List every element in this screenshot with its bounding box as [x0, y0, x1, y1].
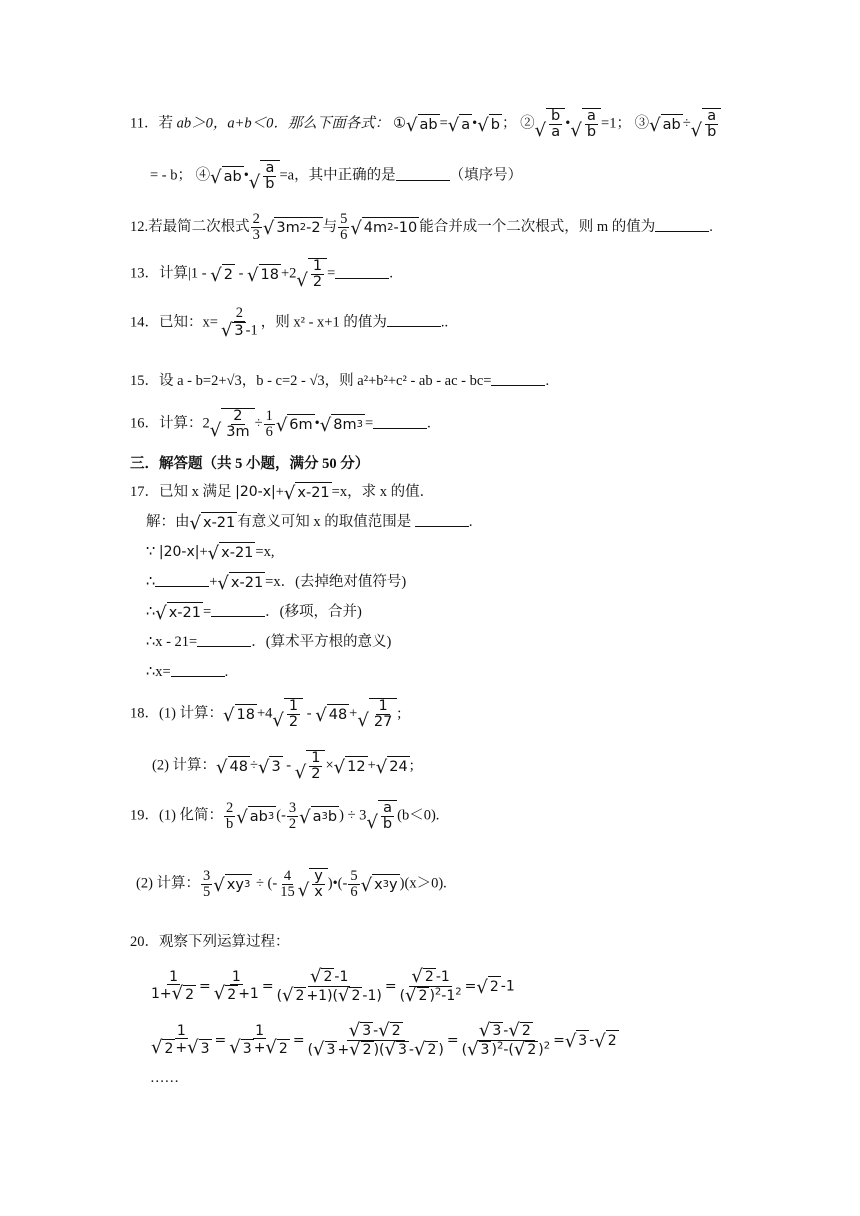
- answer-blank[interactable]: [197, 632, 251, 647]
- question-20-example-1: 1 1+ √ 2 = 1 √ 2 +1 = √ 2 -1 ( √ 2 +1)( √ 2 -1) = √ 2 -1 ( √ 2 )$^2-1^2$ = √ 2 -1: [151, 966, 515, 1006]
- question-11-line1: 11．若 ab＞0，a+b＜0．那么下面各式： ① √ ab = √ a • √ b ； ② √ $\frac{b}{a}$ • √ $\frac{a}{b}$ =1； ③ √ ab ÷ √ $\frac{a}{b}$: [130, 108, 721, 140]
- ellipsis: ……: [150, 1070, 179, 1086]
- answer-blank[interactable]: [396, 166, 450, 181]
- question-20-example-2: 1 √ 2 + √ 3 = 1 √ 3 + √ 2 = √ 3 - √ 2 ( √ 3 + √ 2 )( √ 3 - √ 2 ) = √ 3 - √ 2 ( √ 3 )$^2$-( √ 2 )$^2$ = √ 3 - √ 2: [151, 1020, 617, 1060]
- question-17-solution-6: ∴x= .: [146, 664, 229, 680]
- question-18-part1: 18．(1) 计算： √ 18 +4 √ $\frac{1}{2}$ - √ 48 + √ $\frac{1}{27}$ ;: [130, 698, 402, 732]
- answer-blank[interactable]: [415, 512, 469, 527]
- answer-blank[interactable]: [373, 414, 427, 429]
- answer-blank[interactable]: [655, 217, 709, 232]
- question-11-line2: = - b； ④ √ ab • √ $\frac{a}{b}$ =a，其中正确的是 （填序号）: [150, 160, 523, 194]
- question-19-part2: (2) 计算： $\frac{3}{5}$ √ xy 3 ÷ (- $\frac{4}{15}$ √ $\frac{y}{x}$ )•(- $\frac{5}{6}$ √ x 3 y )(x＞0).: [136, 867, 447, 902]
- answer-blank[interactable]: [491, 371, 545, 386]
- question-17-solution-5: ∴x - 21= ．(算术平方根的意义): [146, 634, 392, 650]
- question-15: 15．设 a - b=2+√3，b - c=2 - √3，则 a²+b²+c² - ab - ac - bc= .: [130, 373, 550, 389]
- question-12: 12.若最简二次根式 $\frac{2}{3}$ √ 3m 2 -2 与 $\frac{5}{6}$ √ 4m 2 -10 能合并成一个二次根式，则 m 的值为 .: [130, 211, 713, 244]
- question-20-title: 20．观察下列运算过程：: [130, 934, 290, 950]
- question-17-solution-2: ∵ |20-x|+ √ x-21 =x,: [146, 543, 275, 565]
- answer-blank[interactable]: [387, 312, 441, 327]
- section-title: 三．解答题（共 5 小题，满分 50 分）: [130, 456, 370, 472]
- question-17-solution-4: ∴ √ x-21 = ．(移项，合并): [146, 603, 362, 625]
- question-17: 17．已知 x 满足 |20-x|+ √ x-21 =x，求 x 的值．: [130, 483, 435, 505]
- answer-blank[interactable]: [171, 662, 225, 677]
- question-19-part1: 19．(1) 化简： $\frac{2}{b}$ √ ab 3 (- $\frac{3}{2}$ √ a 3 b ) ÷ 3 √ $\frac{a}{b}$ (b＜0).: [130, 799, 440, 834]
- question-16: 16．计算：2 √ $\frac{2}{3m}$ ÷ $\frac{1}{6}$ √ 6m • √ 8m 3 = .: [130, 407, 431, 442]
- answer-blank[interactable]: [335, 264, 389, 279]
- question-14: 14．已知：x= 2 √ 3 -1 ，则 x² - x+1 的值为 ..: [130, 305, 449, 342]
- question-13: 13．计算|1 - √ 2 - √ 18 +2 √ $\frac{1}{2}$ = .: [130, 258, 393, 292]
- question-17-solution-1: 解：由 √ x-21 有意义可知 x 的取值范围是 .: [146, 513, 473, 535]
- answer-blank[interactable]: [211, 602, 265, 617]
- answer-blank[interactable]: [155, 572, 209, 587]
- sqrt-ab: √ ab: [406, 114, 438, 136]
- question-17-solution-3: ∴ + √ x-21 =x．(去掉绝对值符号): [146, 573, 407, 595]
- question-18-part2: (2) 计算： √ 48 ÷ √ 3 - √ $\frac{1}{2}$ × √ 12 + √ 24 ;: [152, 750, 414, 784]
